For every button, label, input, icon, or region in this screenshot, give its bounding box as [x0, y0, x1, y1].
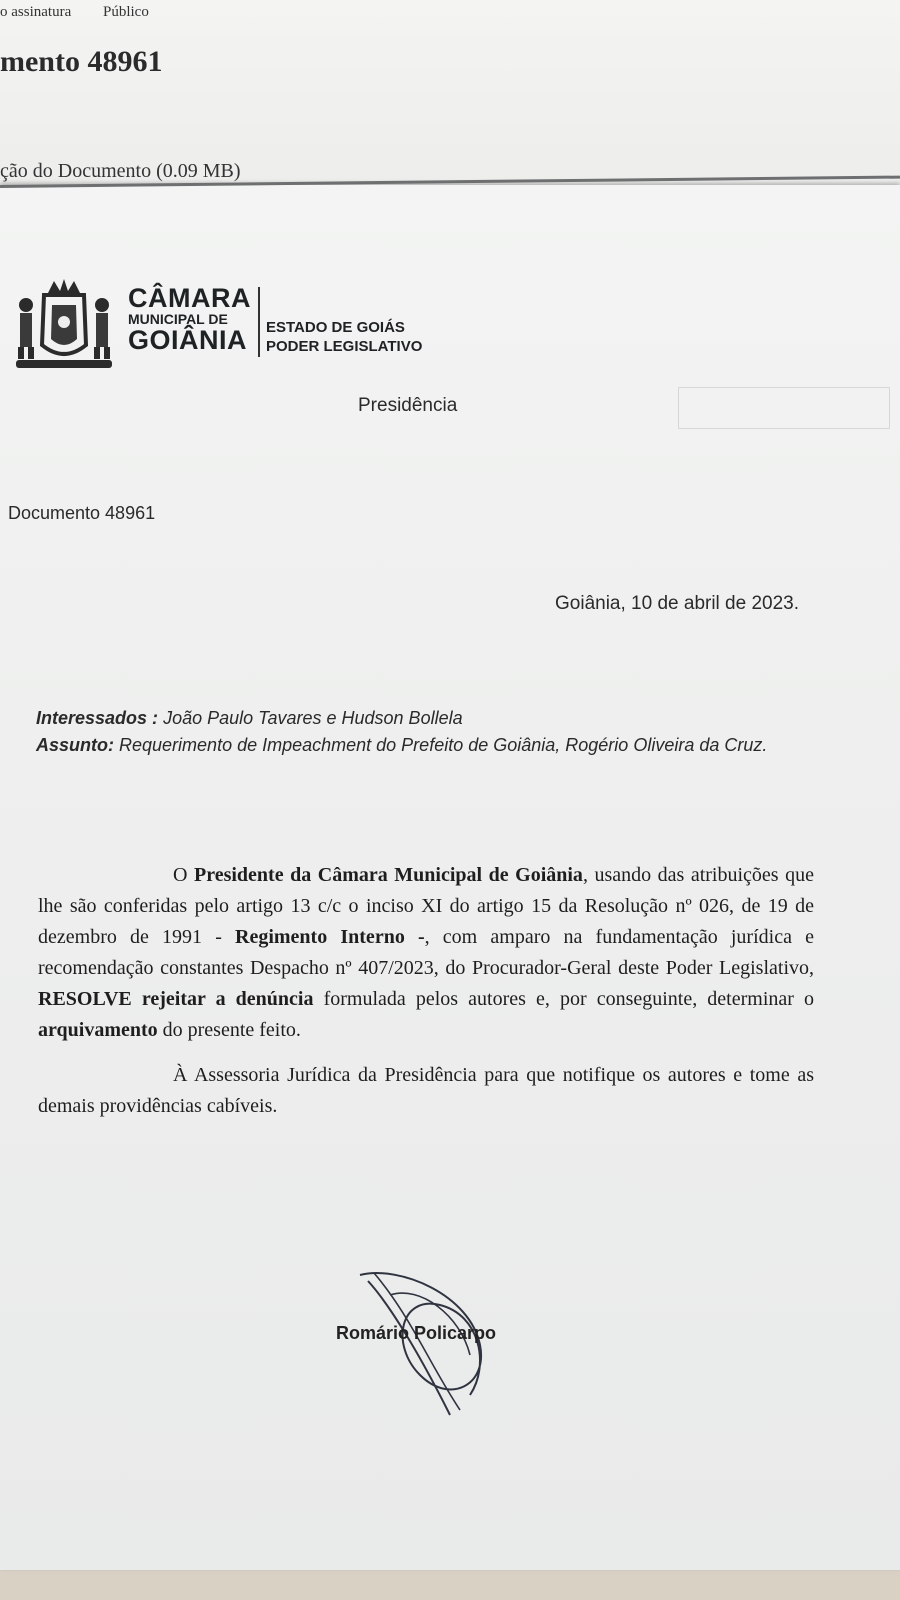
brand-line-municipal: MUNICIPAL DE — [128, 311, 228, 327]
underlying-file-info: ção do Documento (0.09 MB) — [0, 160, 241, 182]
document-meta — [36, 705, 816, 759]
paragraph-referral: À Assessoria Jurídica da Presidência para que notifique os autores e tome as demais providências cabíveis. — [38, 1064, 814, 1117]
tab-signature: o assinatura — [0, 4, 72, 20]
brand-name — [128, 285, 251, 353]
tab-public: Público — [102, 4, 149, 20]
underlying-title: mento 48961 — [0, 45, 163, 78]
interessados-row — [36, 705, 816, 732]
p1-text-e: , com amparo na fundamentação jurídica e recomendação constantes Despacho nº 407/2023, do Procurador-Geral deste Poder Legislativo, — [38, 926, 814, 979]
assunto-row — [36, 732, 816, 759]
interessados-label: Interessados : — [36, 708, 159, 728]
document-date: Goiânia, 10 de abril de 2023. — [555, 593, 800, 614]
coat-of-arms-icon — [8, 275, 120, 375]
power-line: PODER LEGISLATIVO — [266, 338, 423, 355]
document-body — [38, 860, 814, 1136]
underlying-tabs — [0, 4, 177, 21]
assunto-label: Assunto: — [36, 735, 114, 755]
brand-line-goiania: GOIÂNIA — [128, 325, 248, 355]
p1-bold-resolve: RESOLVE rejeitar a denúncia — [38, 988, 314, 1010]
brand-line-camara: CÂMARA — [128, 283, 251, 313]
paragraph-resolution — [38, 860, 814, 1046]
signatory-name: Romário Policarpo — [336, 1323, 497, 1343]
p1-bold-arquivamento: arquivamento — [38, 1019, 158, 1041]
letterhead — [8, 275, 468, 375]
p1-text-g: formulada pelos autores e, por conseguinte, determinar o — [313, 988, 815, 1010]
handwritten-signature-icon — [330, 1265, 550, 1425]
document-sheet — [0, 185, 900, 1570]
p1-bold-regimento: Regimento Interno - — [235, 926, 425, 948]
header-divider — [258, 287, 260, 357]
interessados-value: João Paulo Tavares e Hudson Bollela — [163, 708, 463, 728]
p1-bold-president: Presidente da Câmara Municipal de Goiânia — [193, 864, 583, 886]
assunto-value: Requerimento de Impeachment do Prefeito de Goiânia, Rogério Oliveira da Cruz. — [119, 735, 768, 755]
p1-text-i: do presente feito. — [157, 1019, 301, 1041]
show-through-table — [678, 387, 890, 429]
state-legislative — [266, 318, 422, 356]
p1-text-c: , usando das atribuições que lhe são conferidas pelo artigo 13 c/c o inciso XI do artigo 15 da Resolução nº 026, de 19 de dezembro de 1991 - — [38, 864, 814, 948]
state-line: ESTADO DE GOIÁS — [266, 319, 405, 336]
document-number: Documento 48961 — [8, 503, 156, 523]
department-title: Presidência — [358, 395, 458, 416]
p1-text-a: O — [173, 864, 194, 886]
